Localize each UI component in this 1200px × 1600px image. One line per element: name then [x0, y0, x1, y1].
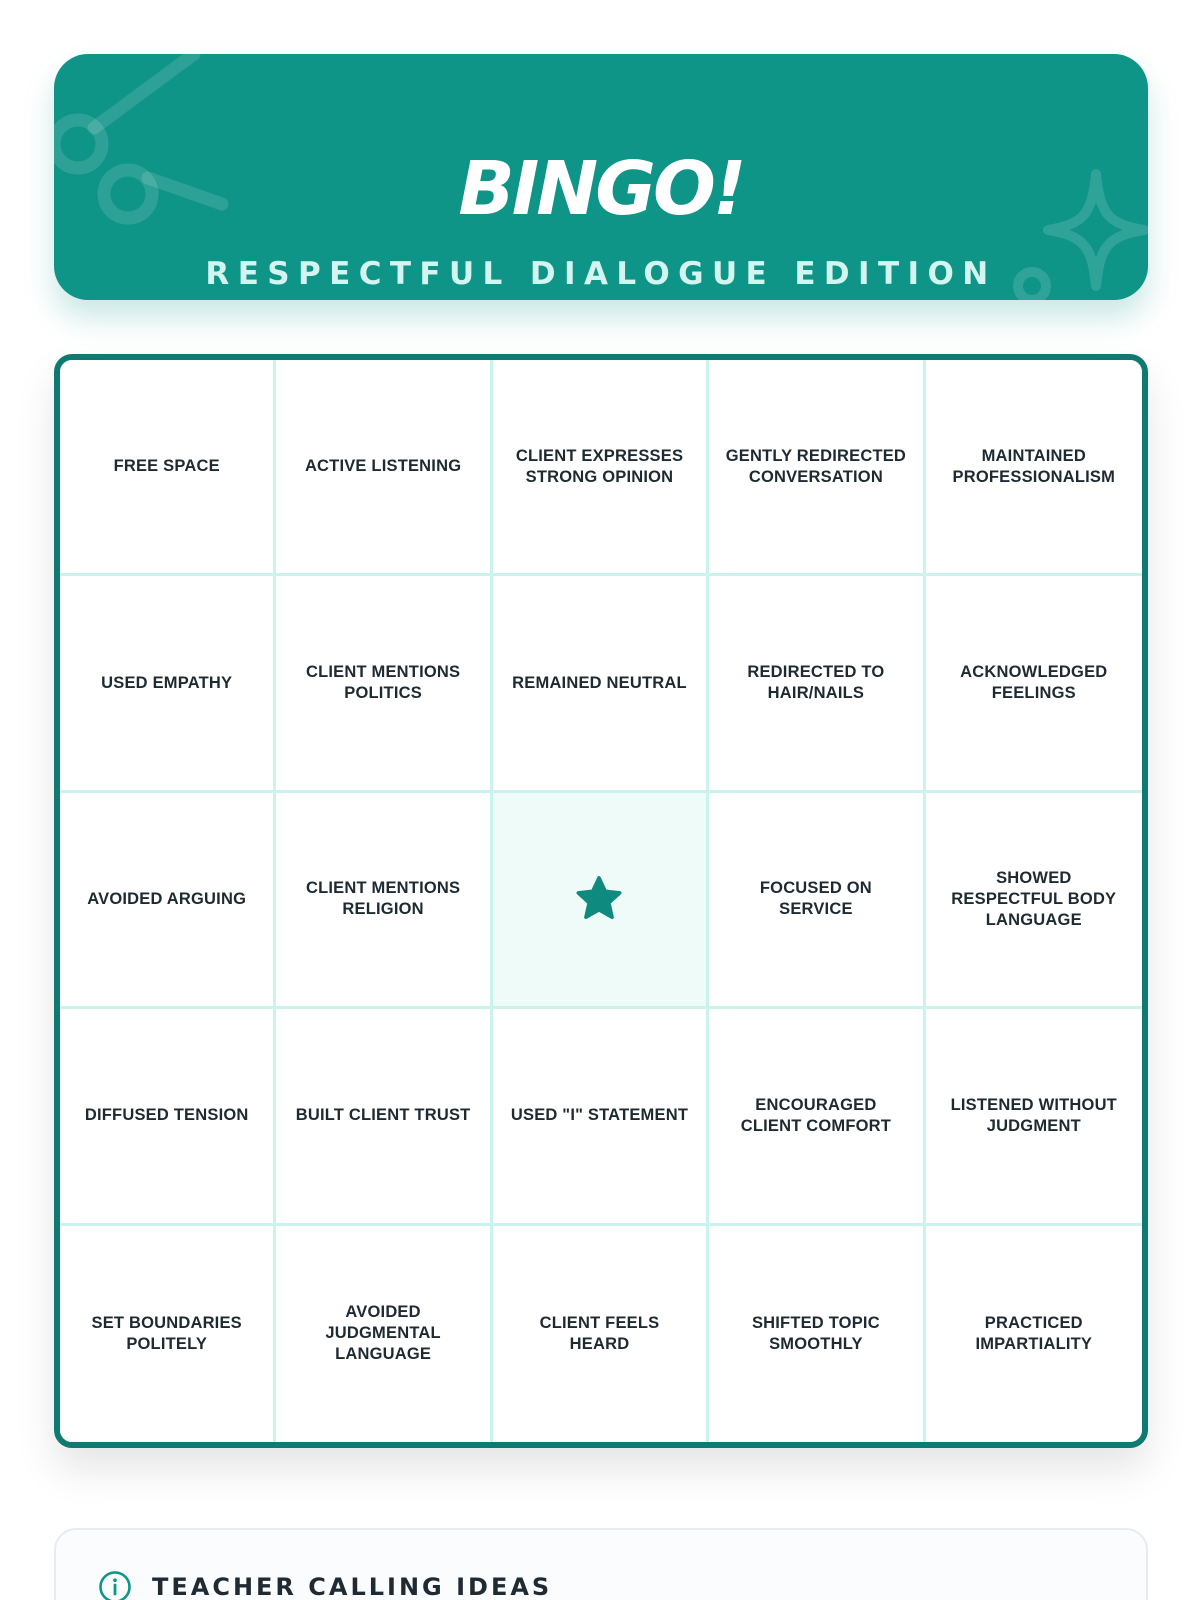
bingo-cell-label: SHIFTED TOPIC SMOOTHLY [751, 1313, 880, 1353]
bingo-cell[interactable] [493, 1226, 709, 1442]
bingo-cell[interactable] [276, 360, 492, 576]
page-title: BINGO! [458, 146, 744, 232]
bingo-cell-label: USED "I" STATEMENT [510, 1106, 689, 1125]
bingo-cell-label: ACKNOWLEDGED FEELINGS [960, 662, 1108, 703]
bingo-cell[interactable] [60, 793, 276, 1009]
bingo-cell-label: REMAINED NEUTRAL [512, 673, 687, 692]
bingo-cell[interactable] [709, 1009, 925, 1225]
header-banner [54, 54, 1148, 300]
bingo-cell-label: PRACTICED IMPARTIALITY [975, 1313, 1093, 1353]
bingo-cell-label: MAINTAINED PROFESSIONALISM [952, 446, 1116, 486]
bingo-cell-label: CLIENT FEELS HEARD [539, 1313, 660, 1353]
bingo-cell[interactable] [60, 360, 276, 576]
bingo-cell[interactable] [709, 576, 925, 792]
bingo-cell[interactable] [276, 1009, 492, 1225]
bingo-cell[interactable] [926, 1009, 1142, 1225]
bingo-cell[interactable] [926, 576, 1142, 792]
panel-header [98, 1570, 552, 1600]
bingo-cell-label: CLIENT MENTIONS RELIGION [305, 879, 461, 919]
star-icon [572, 872, 626, 926]
panel-title: TEACHER CALLING IDEAS [152, 1573, 553, 1600]
bingo-cell[interactable] [493, 576, 709, 792]
bingo-cell-label: FREE SPACE [113, 457, 220, 476]
bingo-cell[interactable] [60, 576, 276, 792]
bingo-cell[interactable] [276, 793, 492, 1009]
free-space-cell[interactable] [493, 793, 709, 1009]
bingo-cell-label: BUILT CLIENT TRUST [295, 1106, 471, 1125]
bingo-cell-label: USED EMPATHY [101, 673, 233, 692]
bingo-cell[interactable] [493, 1009, 709, 1225]
bingo-cell[interactable] [276, 576, 492, 792]
bingo-cell-label: SET BOUNDARIES POLITELY [91, 1313, 242, 1353]
bingo-cell-label: GENTLY REDIRECTED CONVERSATION [725, 446, 907, 486]
page-subtitle: RESPECTFUL DIALOGUE EDITION [205, 256, 997, 292]
bingo-cell[interactable] [709, 1226, 925, 1442]
bingo-cell[interactable] [926, 360, 1142, 576]
info-icon [98, 1570, 132, 1600]
bingo-cell-label: ENCOURAGED CLIENT COMFORT [740, 1095, 892, 1135]
bingo-cell-label: FOCUSED ON SERVICE [759, 879, 872, 919]
bingo-cell[interactable] [709, 793, 925, 1009]
bingo-cell[interactable] [926, 793, 1142, 1009]
bingo-cell[interactable] [60, 1226, 276, 1442]
bingo-cell-label: ACTIVE LISTENING [304, 457, 462, 476]
bingo-cell-label: LISTENED WITHOUT JUDGMENT [950, 1095, 1117, 1135]
bingo-cell-label: AVOIDED JUDGMENTAL LANGUAGE [325, 1303, 441, 1364]
bingo-cell[interactable] [493, 360, 709, 576]
bingo-cell[interactable] [60, 1009, 276, 1225]
bingo-cell-label: CLIENT EXPRESSES STRONG OPINION [515, 446, 684, 486]
bingo-cell[interactable] [709, 360, 925, 576]
bingo-cell[interactable] [926, 1226, 1142, 1442]
bingo-board [54, 354, 1148, 1448]
calling-ideas-panel [54, 1528, 1148, 1600]
bingo-cell-label: AVOIDED ARGUING [87, 889, 247, 908]
bingo-cell-label: REDIRECTED TO HAIR/NAILS [747, 662, 885, 703]
bingo-cell-label: SHOWED RESPECTFUL BODY LANGUAGE [951, 868, 1117, 930]
bingo-cell[interactable] [276, 1226, 492, 1442]
bingo-cell-label: DIFFUSED TENSION [84, 1106, 249, 1125]
bingo-cell-label: CLIENT MENTIONS POLITICS [305, 662, 461, 703]
